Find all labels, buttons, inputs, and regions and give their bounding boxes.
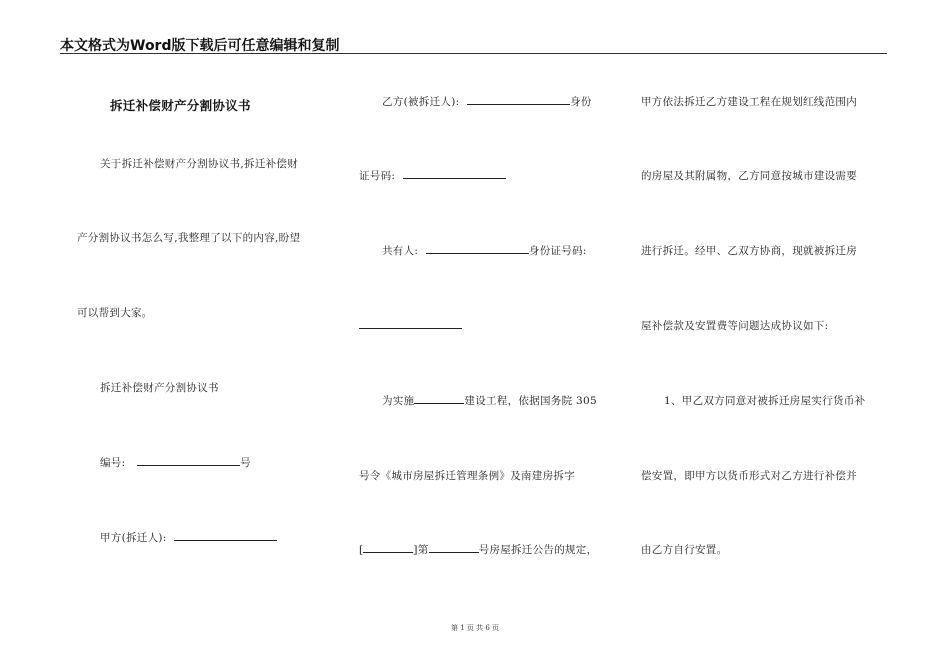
id-code-label: 证号码: (359, 170, 396, 182)
doc-title: 拆迁补偿财产分割协议书 (100, 382, 219, 394)
column-3 (637, 60, 887, 640)
bracket-open: [ (359, 544, 364, 556)
number-suffix: 号 (240, 457, 251, 469)
number-label: 编号: (100, 457, 126, 469)
party-b-line (382, 94, 592, 109)
party-b-blank (467, 94, 570, 105)
page-title: 拆迁补偿财产分割协议书 (110, 98, 251, 113)
party-a-label: 甲方(拆迁人): (100, 532, 167, 544)
intro-line-1: 关于拆迁补偿财产分割协议书,拆迁补偿财 (100, 158, 299, 170)
co-owner-id-line (359, 318, 462, 332)
co-owner-id-blank (359, 318, 462, 329)
impl-suffix: 建设工程，依据国务院 305 (464, 395, 597, 407)
bracket-close: ]第 (413, 544, 429, 556)
number-line (100, 455, 251, 470)
co-owner-blank (426, 243, 529, 254)
intro-line-2: 产分割协议书怎么写,我整理了以下的内容,盼望 (77, 232, 301, 244)
body-line-3: 进行拆迁。经甲、乙双方协商，现就被拆迁房 (641, 245, 857, 257)
header-rule (60, 53, 887, 54)
co-owner-line (382, 243, 587, 258)
page-footer: 第 1 页 共 6 页 (450, 624, 500, 632)
intro-line-3: 可以帮到大家。 (77, 307, 153, 319)
notice-line (359, 542, 597, 557)
id-label-tail: 身份 (570, 96, 592, 108)
notice-number-blank (429, 542, 479, 553)
project-blank (414, 393, 464, 404)
column-2 (355, 60, 605, 640)
year-blank (363, 542, 413, 553)
impl-prefix: 为实施 (382, 395, 415, 407)
number-blank (137, 455, 240, 466)
id-code-line (359, 168, 506, 183)
clause-1-line-2: 偿安置，即甲方以货币形式对乙方进行补偿并 (641, 470, 857, 482)
notice-suffix: 号房屋拆迁公告的规定， (478, 544, 598, 556)
party-b-label: 乙方(被拆迁人): (382, 96, 460, 108)
decree-line: 号令《城市房屋拆迁管理条例》及南建房拆字 (359, 470, 575, 482)
column-1 (60, 60, 310, 640)
co-owner-id-label: 身份证号码: (528, 245, 587, 257)
impl-line (382, 393, 597, 408)
party-a-blank (174, 530, 277, 541)
clause-1-line-3: 由乙方自行安置。 (641, 544, 728, 556)
document-header: 本文格式为Word版下载后可任意编辑和复制 (60, 38, 340, 54)
body-line-1: 甲方依法拆迁乙方建设工程在规划红线范围内 (641, 96, 857, 108)
body-line-2: 的房屋及其附属物，乙方同意按城市建设需要 (641, 170, 857, 182)
clause-1-line-1: 1、甲乙双方同意对被拆迁房屋实行货币补 (664, 395, 866, 407)
body-line-4: 屋补偿款及安置费等问题达成协议如下: (641, 320, 829, 332)
id-code-blank (403, 168, 506, 179)
co-owner-label: 共有人: (382, 245, 419, 257)
party-a-line (100, 530, 277, 545)
